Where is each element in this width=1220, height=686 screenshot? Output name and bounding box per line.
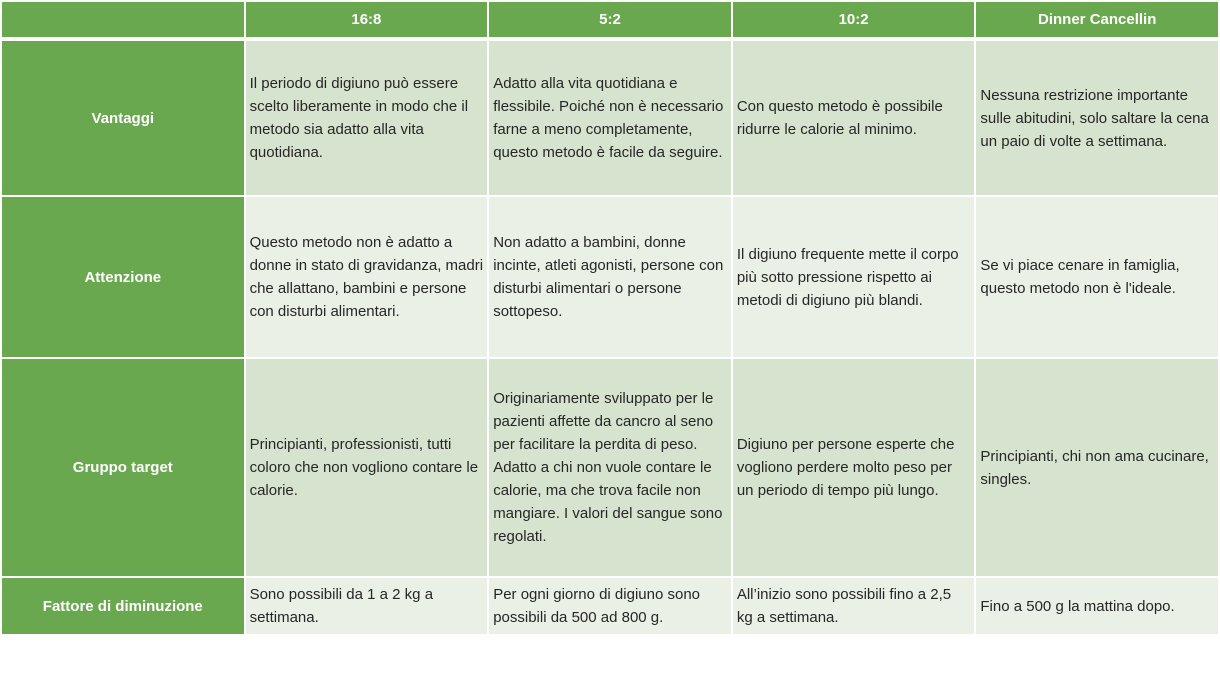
cell-fattore-10-2: All’inizio sono possibili fino a 2,5 kg a settimana. (732, 577, 976, 635)
cell-fattore-5-2: Per ogni giorno di digiuno sono possibili da 500 ad 800 g. (488, 577, 732, 635)
cell-attenzione-10-2: Il digiuno frequente mette il corpo più sotto pressione rispetto ai metodi di digiuno più blandi. (732, 196, 976, 358)
row-attenzione (1, 196, 1219, 358)
row-gruppo-target (1, 358, 1219, 577)
cell-fattore-16-8: Sono possibili da 1 a 2 kg a settimana. (245, 577, 489, 635)
cell-gruppo-target-dinner: Principianti, chi non ama cucinare, singles. (975, 358, 1219, 577)
row-header-vantaggi: Vantaggi (1, 39, 245, 196)
cell-gruppo-target-10-2: Digiuno per persone esperte che vogliono perdere molto peso per un periodo di tempo più lungo. (732, 358, 976, 577)
cell-vantaggi-5-2: Adatto alla vita quotidiana e flessibile. Poiché non è necessario farne a meno completamente, questo metodo è facile da seguire. (488, 39, 732, 196)
cell-attenzione-5-2: Non adatto a bambini, donne incinte, atleti agonisti, persone con disturbi alimentari o persone sottopeso. (488, 196, 732, 358)
cell-attenzione-dinner: Se vi piace cenare in famiglia, questo metodo non è l'ideale. (975, 196, 1219, 358)
column-header-16-8: 16:8 (245, 1, 489, 39)
corner-cell (1, 1, 245, 39)
header-row (1, 1, 1219, 39)
cell-vantaggi-10-2: Con questo metodo è possibile ridurre le calorie al minimo. (732, 39, 976, 196)
cell-fattore-dinner: Fino a 500 g la mattina dopo. (975, 577, 1219, 635)
cell-vantaggi-16-8: Il periodo di digiuno può essere scelto liberamente in modo che il metodo sia adatto alla vita quotidiana. (245, 39, 489, 196)
row-vantaggi (1, 39, 1219, 196)
cell-attenzione-16-8: Questo metodo non è adatto a donne in stato di gravidanza, madri che allattano, bambini e persone con disturbi alimentari. (245, 196, 489, 358)
column-header-10-2: 10:2 (732, 1, 976, 39)
cell-gruppo-target-16-8: Principianti, professionisti, tutti coloro che non vogliono contare le calorie. (245, 358, 489, 577)
column-header-5-2: 5:2 (488, 1, 732, 39)
column-header-dinner-cancelling: Dinner Cancellin (975, 1, 1219, 39)
row-header-gruppo-target: Gruppo target (1, 358, 245, 577)
row-fattore-diminuzione (1, 577, 1219, 635)
cell-gruppo-target-5-2: Originariamente sviluppato per le pazienti affette da cancro al seno per facilitare la perdita di peso. Adatto a chi non vuole contare le calorie, ma che trova facile non mangiare. I valori del sangue sono regolati. (488, 358, 732, 577)
cell-vantaggi-dinner: Nessuna restrizione importante sulle abitudini, solo saltare la cena un paio di volte a settimana. (975, 39, 1219, 196)
row-header-attenzione: Attenzione (1, 196, 245, 358)
row-header-fattore-diminuzione: Fattore di diminuzione (1, 577, 245, 635)
